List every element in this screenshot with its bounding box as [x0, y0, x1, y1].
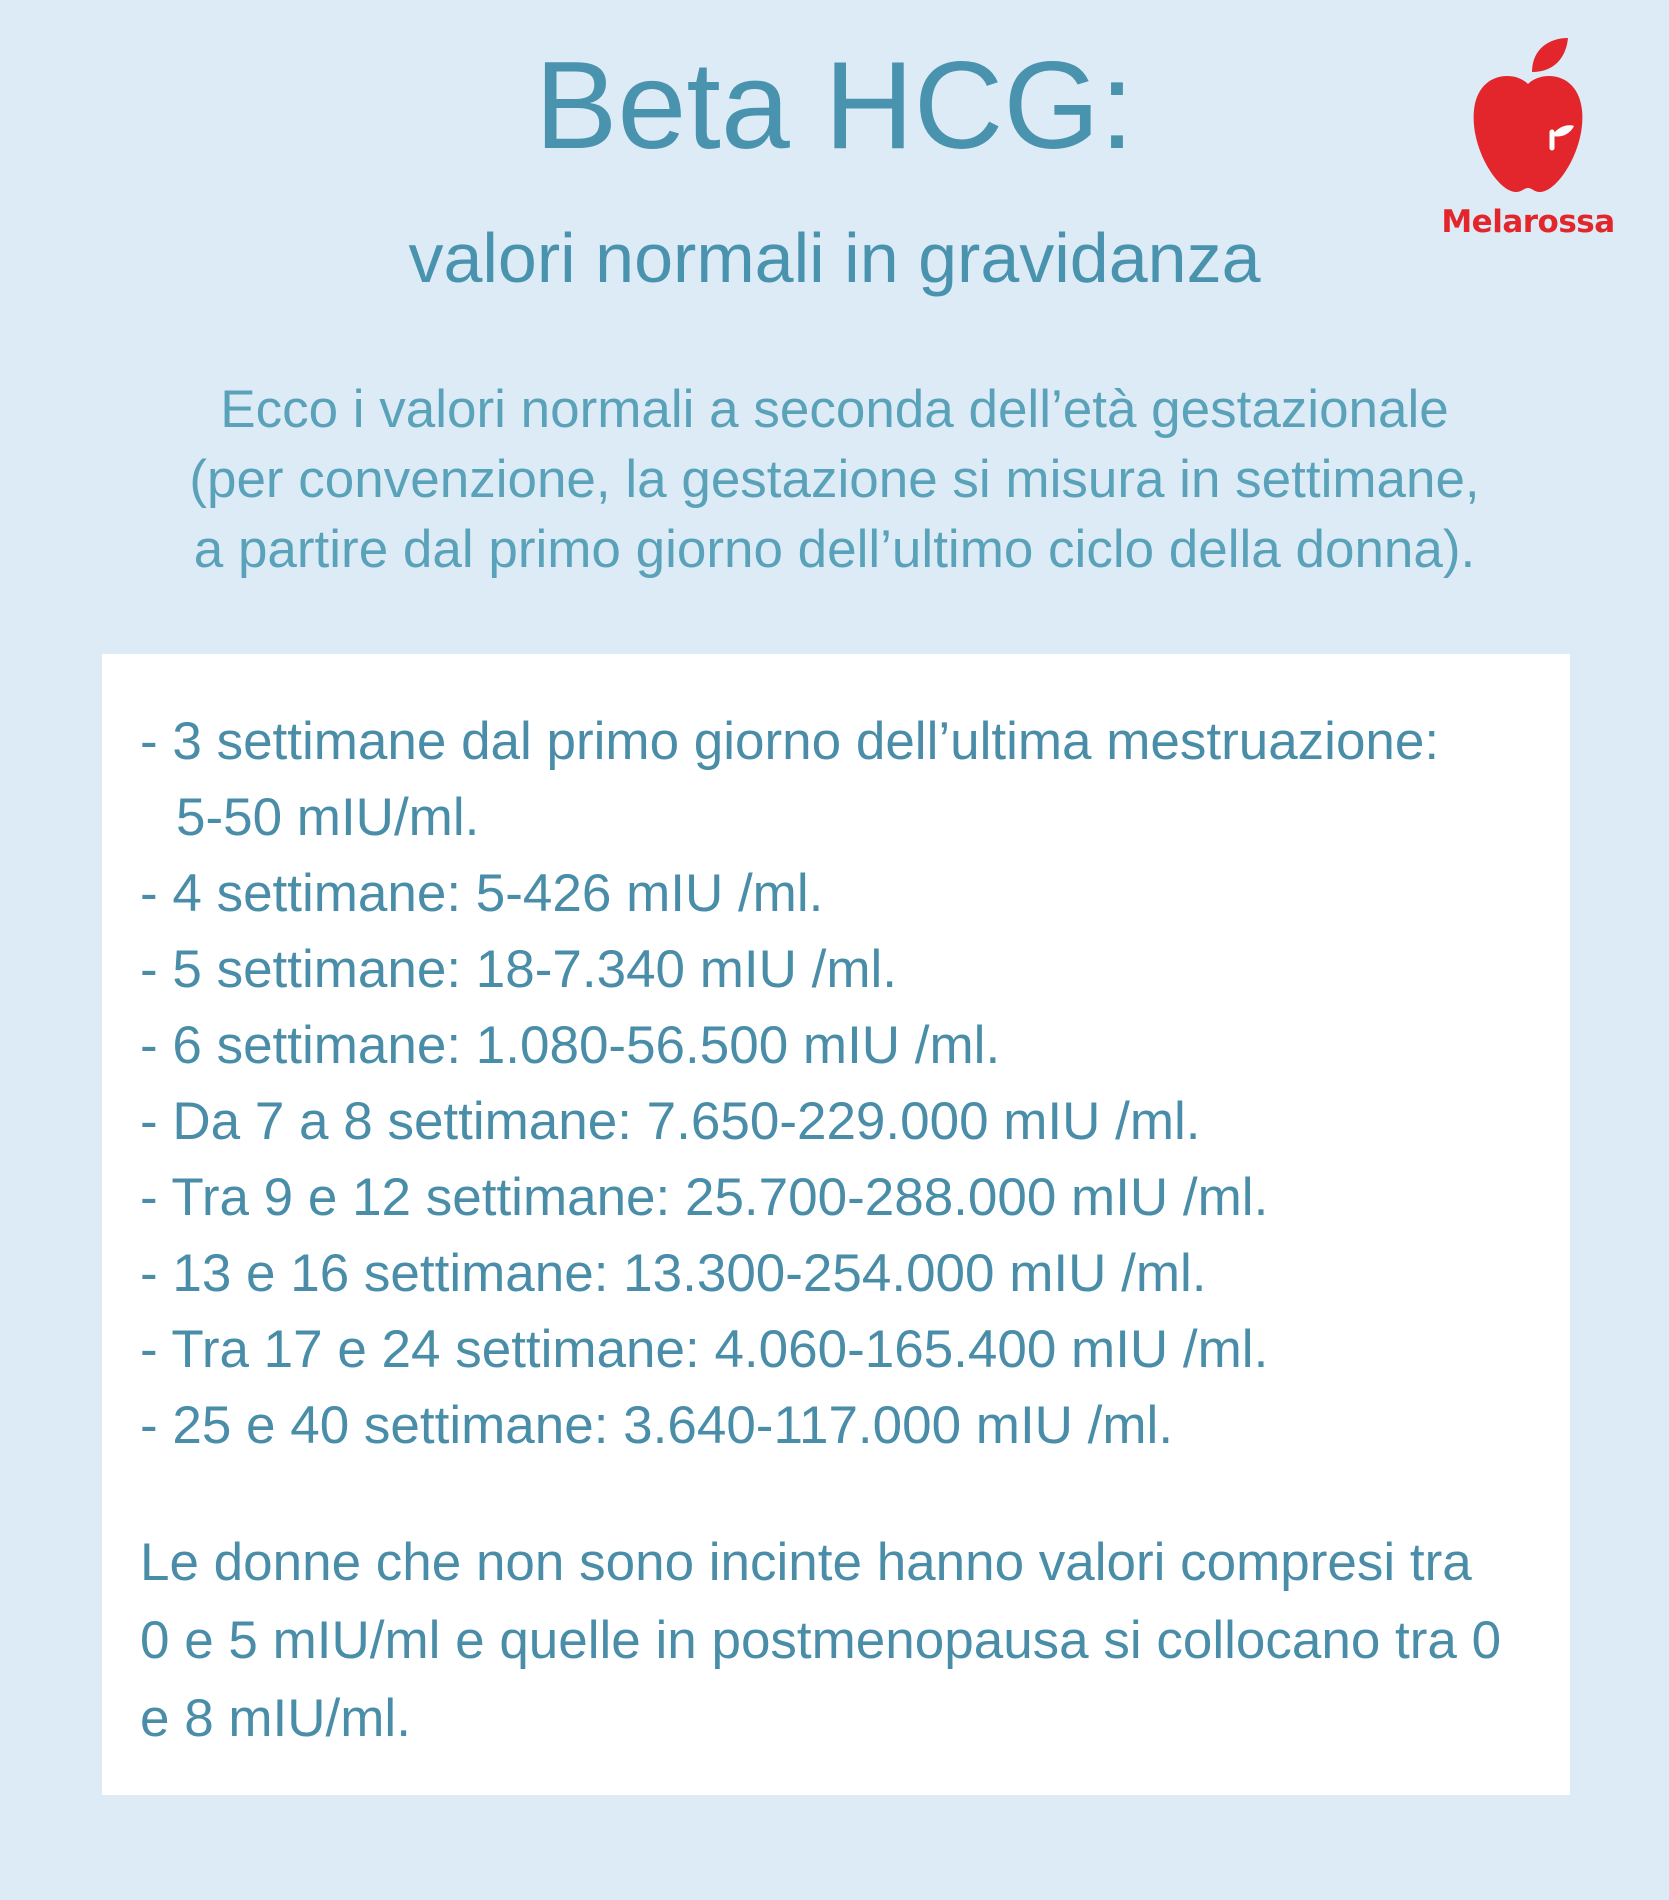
list-item	[140, 1312, 1550, 1388]
list-item-text: - 5 settimane: 18-7.340 mIU /ml.	[140, 940, 898, 999]
footnote-paragraph	[140, 1524, 1560, 1758]
footnote-line: e 8 mIU/ml.	[140, 1689, 411, 1748]
list-item	[140, 932, 1550, 1008]
list-item-text: - Da 7 a 8 settimane: 7.650-229.000 mIU /ml.	[140, 1092, 1201, 1151]
list-item	[140, 856, 1550, 932]
logo-text: Melarossa	[1441, 204, 1615, 240]
intro-line: Ecco i valori normali a seconda dell’età gestazionale	[220, 380, 1449, 439]
list-item-text: - 13 e 16 settimane: 13.300-254.000 mIU /ml.	[140, 1244, 1207, 1303]
list-item-text: 5-50 mIU/ml.	[176, 788, 480, 847]
list-item	[140, 1008, 1550, 1084]
page-subtitle: valori normali in gravidanza	[408, 219, 1261, 297]
footnote-line: 0 e 5 mIU/ml e quelle in postmenopausa si collocano tra 0	[140, 1611, 1502, 1670]
intro-line: a partire dal primo giorno dell’ultimo ciclo della donna).	[193, 520, 1476, 579]
melarossa-logo	[1428, 36, 1628, 254]
list-item-text: - Tra 9 e 12 settimane: 25.700-288.000 mIU /ml.	[140, 1168, 1269, 1227]
apple-icon	[1468, 36, 1588, 196]
list-item-text: - 3 settimane dal primo giorno dell’ultima mestruazione:	[140, 712, 1440, 771]
list-item	[140, 1388, 1550, 1464]
list-item-text: - 25 e 40 settimane: 3.640-117.000 mIU /ml.	[140, 1396, 1174, 1455]
intro-line: (per convenzione, la gestazione si misura in settimane,	[189, 450, 1480, 509]
list-item	[140, 1236, 1550, 1312]
list-item	[140, 1084, 1550, 1160]
list-item-text: - 4 settimane: 5-426 mIU /ml.	[140, 864, 824, 923]
list-item	[140, 1160, 1550, 1236]
intro-paragraph	[120, 375, 1549, 585]
page-title: Beta HCG:	[534, 37, 1135, 175]
values-list	[140, 704, 1550, 1464]
list-item	[140, 704, 1550, 856]
values-card	[102, 654, 1570, 1795]
footnote-line: Le donne che non sono incinte hanno valori compresi tra	[140, 1533, 1472, 1592]
list-item-text: - Tra 17 e 24 settimane: 4.060-165.400 mIU /ml.	[140, 1320, 1269, 1379]
list-item-text: - 6 settimane: 1.080-56.500 mIU /ml.	[140, 1016, 1001, 1075]
